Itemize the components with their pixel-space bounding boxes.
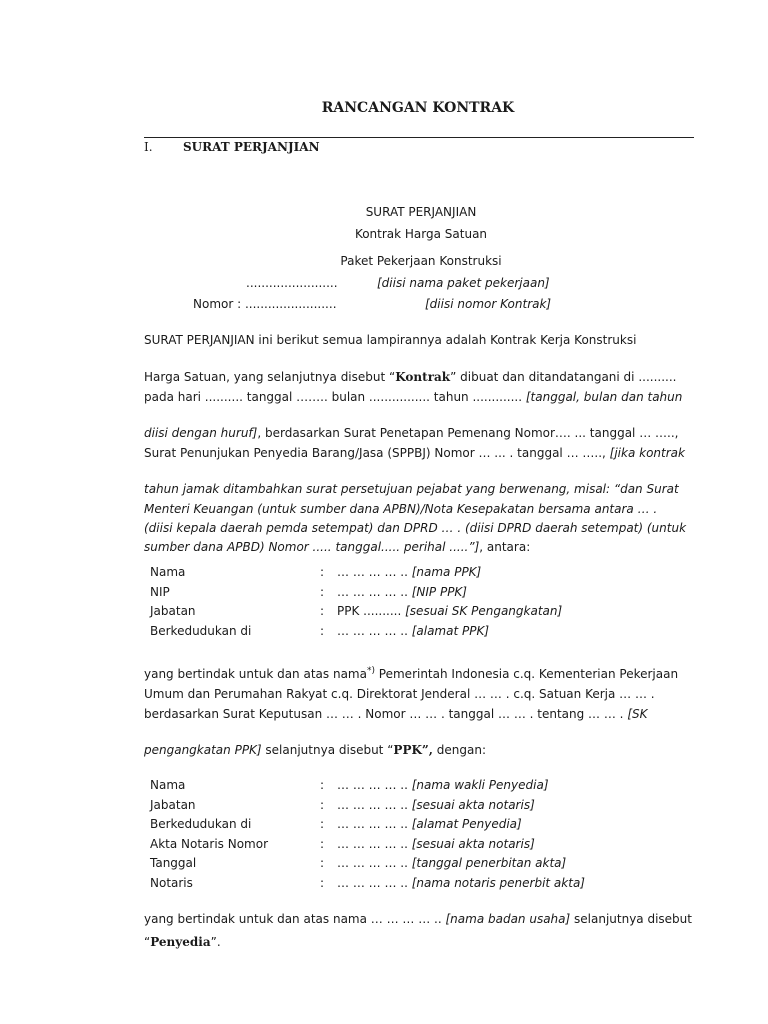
colon: : [320, 778, 325, 792]
field-label: Akta Notaris Nomor [150, 836, 269, 851]
note: [jika kontrak [605, 446, 685, 460]
paket-dots: ........................ [246, 276, 338, 290]
field-note: [tanggal penerbitan akta] [411, 856, 567, 870]
nomor-label: Nomor : ........................ [193, 297, 337, 311]
text: yang bertindak untuk dan atas nama … … … … .. [144, 912, 446, 926]
field-label: NIP [150, 584, 170, 599]
colon: : [320, 623, 325, 638]
text: Harga Satuan, yang selanjutnya disebut “ [144, 370, 396, 384]
colon: : [320, 836, 325, 851]
text: Surat Penunjukan Penyedia Barang/Jasa (SPPBJ) Nomor … ... . tanggal … ….., [144, 446, 606, 460]
placeholder-dots: … … … … .. [337, 797, 412, 812]
text: , berdasarkan Surat Penetapan Pemenang Nomor…. ... tanggal … ….., [257, 426, 679, 440]
note: pengangkatan PPK] [144, 743, 262, 757]
field-label: Nama [150, 778, 186, 792]
note: diisi dengan huruf] [144, 426, 258, 440]
text: berdasarkan Surat Keputusan … … . Nomor … … . tanggal … … . tentang … … . [144, 707, 628, 721]
text: , antara: [479, 540, 531, 554]
field-note: [nama notaris penerbit akta] [411, 875, 585, 890]
para2-line4 [144, 742, 486, 758]
field-value [337, 817, 522, 831]
field-note: [nama wakli Penyedia] [411, 778, 549, 792]
placeholder-dots: … … … … .. [337, 817, 412, 831]
colon: : [320, 856, 325, 870]
field-note: [sesuai akta notaris] [411, 797, 535, 812]
field-note: [sesuai SK Pengangkatan] [405, 604, 563, 618]
field-label: Tanggal [150, 856, 197, 870]
horizontal-rule [144, 137, 694, 138]
text: ”. [210, 935, 221, 949]
field-label: Jabatan [150, 797, 196, 812]
para1-line3 [144, 389, 682, 405]
field-label: Nama [150, 565, 186, 579]
para2-line3 [144, 706, 647, 722]
note: sumber dana APBD) Nomor ..... tanggal..... perihal .....”] [144, 540, 480, 554]
header-line2: Kontrak Harga Satuan [354, 227, 488, 241]
term-ppk: PPK”, [393, 743, 433, 757]
para1-line5 [144, 445, 685, 461]
nomor-note: [diisi nomor Kontrak] [425, 297, 552, 311]
footnote-mark: *) [366, 666, 375, 676]
header-line1: SURAT PERJANJIAN [365, 205, 477, 219]
field-label: Notaris [150, 875, 193, 890]
field-note: [alamat Penyedia] [411, 817, 522, 831]
para1-line7: Menteri Keuangan (untuk sumber dana APBN)/Nota Kesepakatan bersama antara … . [144, 502, 658, 516]
note: [SK [627, 707, 648, 721]
section-title: SURAT PERJANJIAN [183, 140, 320, 154]
para1-line8: (diisi kepala daerah pemda setempat) dan DPRD … . (diisi DPRD daerah setempat) (untuk [144, 521, 687, 535]
field-value [337, 798, 535, 812]
para2-line2: Umum dan Perumahan Rakyat c.q. Direktorat Jenderal … … . c.q. Satuan Kerja … … . [144, 687, 655, 701]
field-label: Berkedudukan di [150, 817, 252, 831]
field-value [337, 856, 566, 870]
text: pada hari .......... tanggal …….. bulan ................ tahun ............. [144, 390, 526, 404]
para1-line2 [144, 369, 676, 385]
placeholder-dots: … … … … .. [337, 584, 412, 599]
placeholder-dots: PPK .......... [337, 604, 406, 618]
para2-line1 [144, 663, 678, 682]
para1-line4 [144, 425, 678, 441]
doc-title: RANCANGAN KONTRAK [321, 100, 515, 116]
text: ” dibuat dan ditandatangani di .......... [450, 370, 677, 384]
note: [nama badan usaha] [445, 912, 571, 926]
field-value [337, 565, 481, 579]
para3-line1 [144, 911, 692, 927]
placeholder-dots: … … … … .. [337, 875, 412, 890]
para1-line6: tahun jamak ditambahkan surat persetujuan pejabat yang berwenang, misal: “dan Surat [144, 482, 679, 496]
text: selanjutnya disebut [570, 912, 692, 926]
field-value [337, 876, 585, 890]
section-number: I. [144, 140, 153, 154]
para1-line9 [144, 539, 530, 555]
field-value [337, 778, 549, 792]
header-line3: Paket Pekerjaan Konstruksi [340, 254, 502, 268]
field-value [337, 624, 489, 638]
para1-line1: SURAT PERJANJIAN ini berikut semua lampirannya adalah Kontrak Kerja Konstruksi [144, 333, 637, 347]
text: dengan: [432, 743, 487, 757]
placeholder-dots: … … … … .. [337, 836, 412, 851]
placeholder-dots: … … … … .. [337, 565, 412, 579]
note: [tanggal, bulan dan tahun [525, 390, 683, 404]
placeholder-dots: … … … … .. [337, 856, 412, 870]
term-penyedia: Penyedia [150, 935, 211, 949]
text: Pemerintah Indonesia c.q. Kementerian Pekerjaan [374, 667, 679, 681]
para3-line2 [144, 934, 221, 950]
field-note: [sesuai akta notaris] [411, 836, 535, 851]
placeholder-dots: … … … … .. [337, 778, 412, 792]
field-value [337, 585, 467, 599]
colon: : [320, 584, 325, 599]
text: yang bertindak untuk dan atas nama [144, 667, 367, 681]
colon: : [320, 565, 325, 579]
placeholder-dots: … … … … .. [337, 623, 412, 638]
field-value [337, 837, 535, 851]
term-kontrak: Kontrak [395, 370, 451, 384]
colon: : [320, 817, 325, 831]
colon: : [320, 875, 325, 890]
paket-note: [diisi nama paket pekerjaan] [377, 276, 550, 290]
text: “ [144, 935, 151, 949]
field-label: Jabatan [150, 604, 196, 618]
field-label: Berkedudukan di [150, 623, 252, 638]
field-value [337, 604, 562, 618]
colon: : [320, 797, 325, 812]
field-note: [nama PPK] [411, 565, 482, 579]
colon: : [320, 604, 325, 618]
text: selanjutnya disebut “ [261, 743, 394, 757]
field-note: [NIP PPK] [411, 584, 467, 599]
field-note: [alamat PPK] [411, 623, 490, 638]
